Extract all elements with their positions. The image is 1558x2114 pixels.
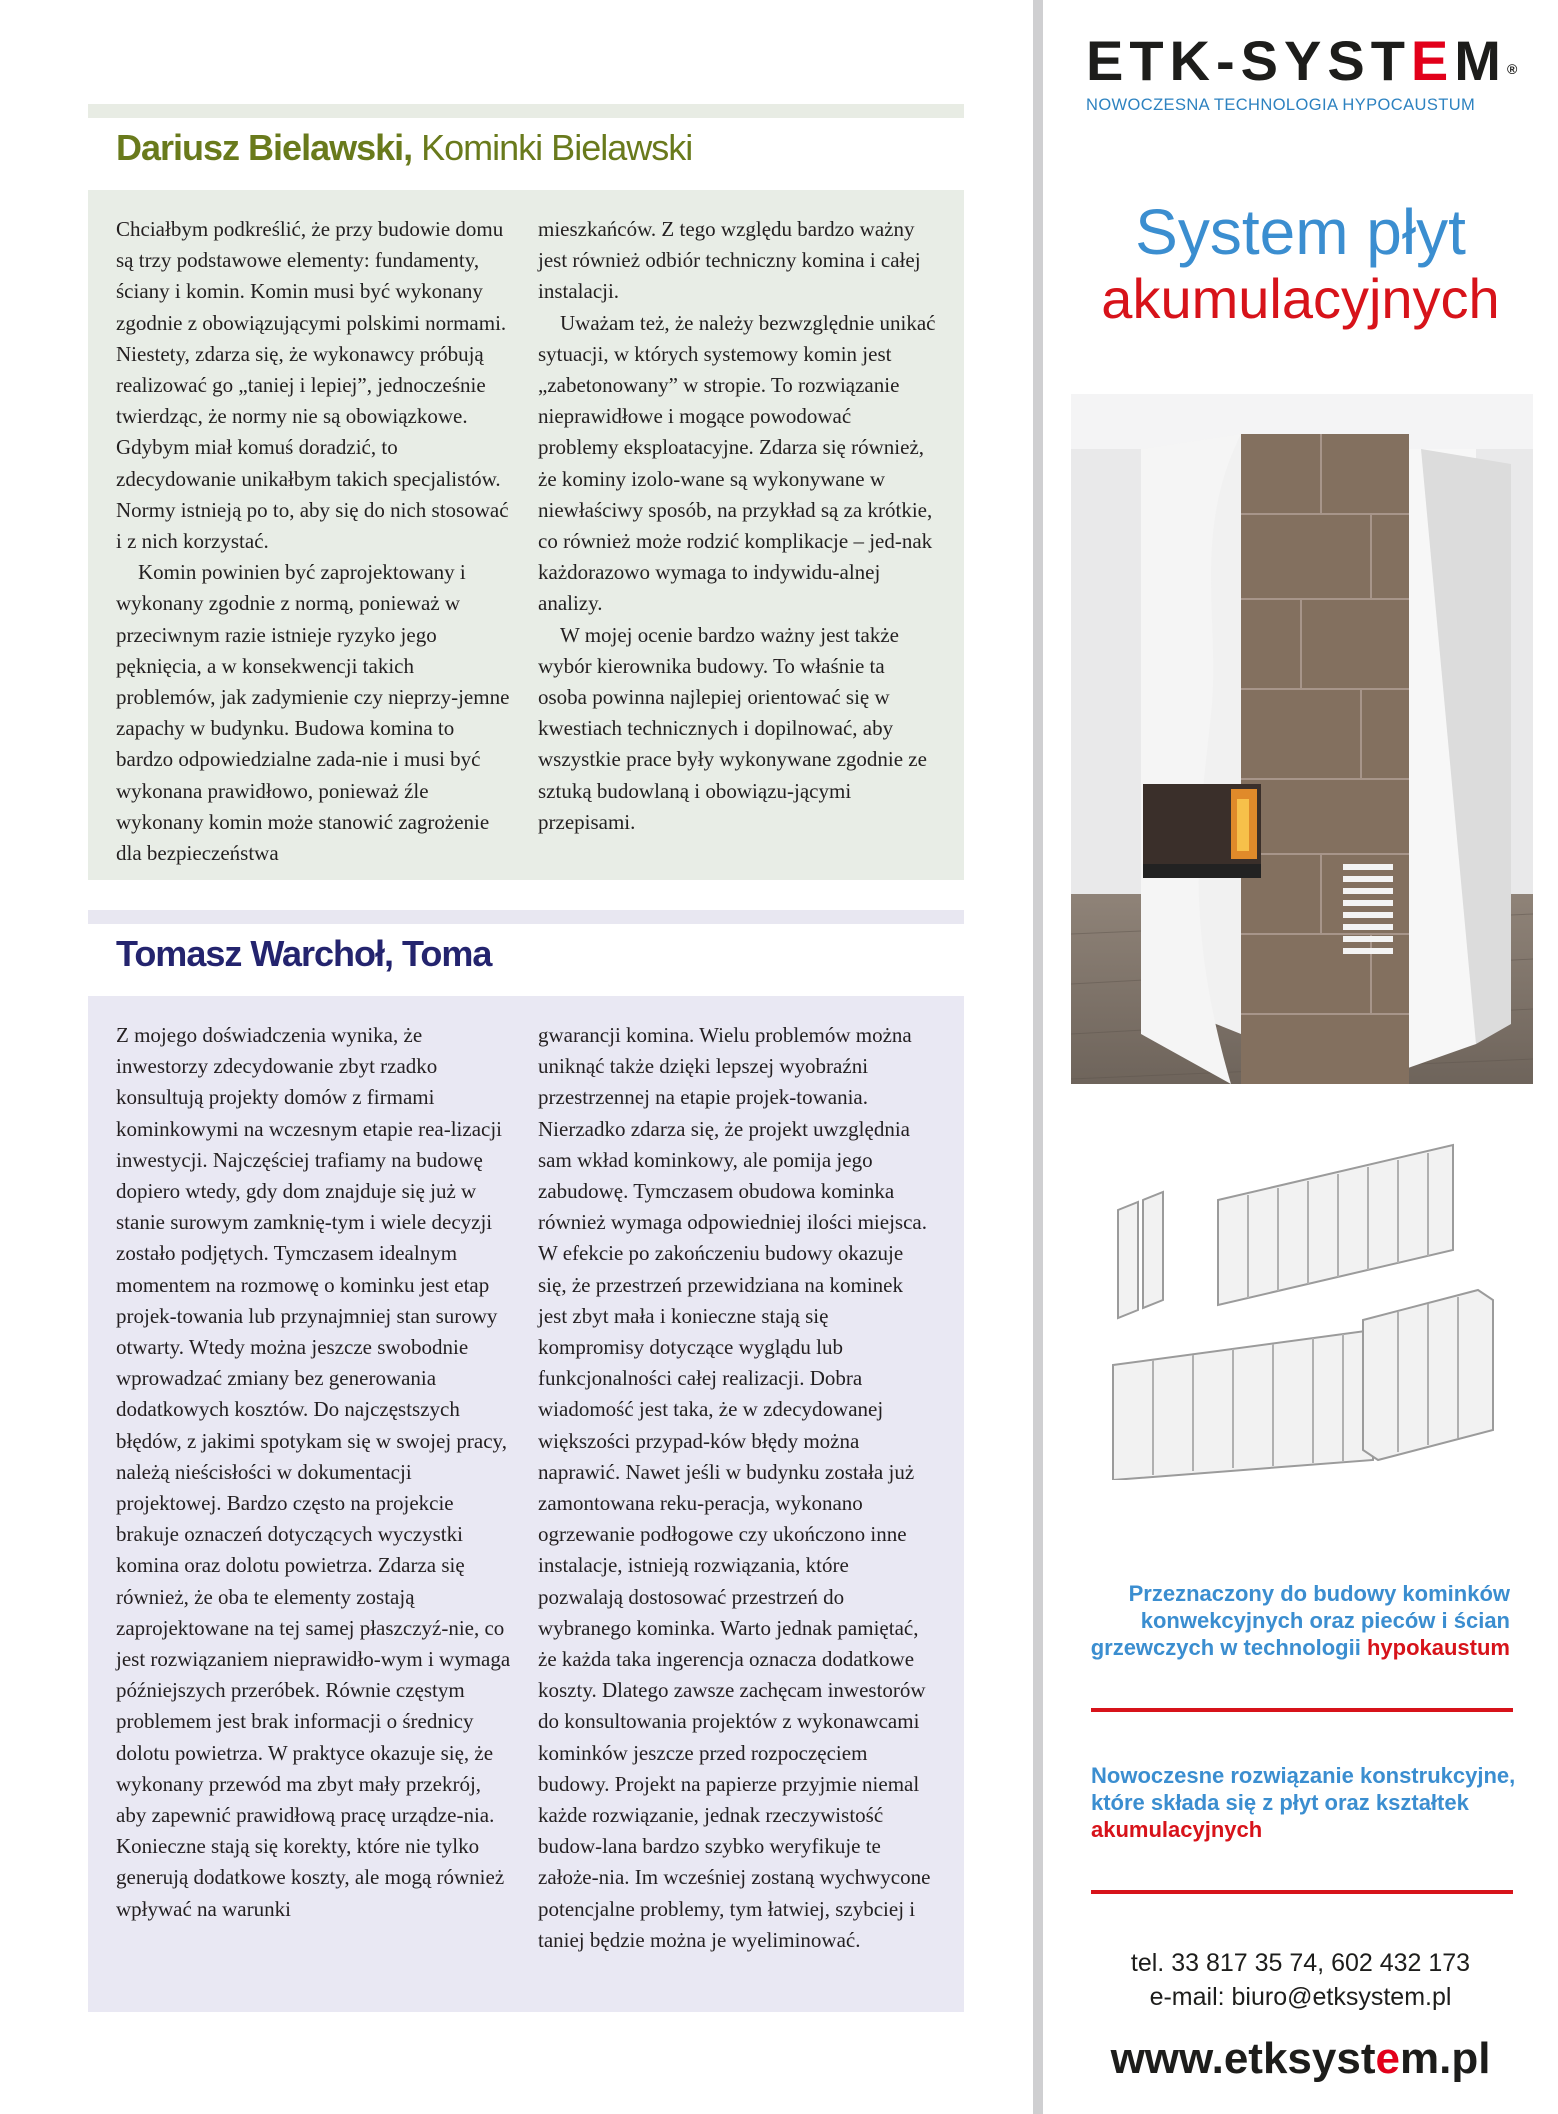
company-name: Toma <box>393 933 492 974</box>
company-name: Kominki Bielawski <box>412 127 693 168</box>
section-top-bar <box>88 910 964 924</box>
red-rule <box>1091 1708 1513 1712</box>
article-body <box>88 996 964 2012</box>
etk-system-advertisement <box>1043 0 1558 2114</box>
paragraph: Komin powinien być zaprojektowany i wykonany zgodnie z normą, ponieważ w przeciwnym razie istnieje ryzyko jego pęknięcia, a w konsekwencji takich problemów, jak zadymienie czy nieprzy-jemne zapachy w budynku. Budowa komina to bardzo odpowiedzialne zada-nie i musi być wykonana prawidłowo, ponieważ źle wykonany komin może stanowić zagrożenie dla bezpieczeństwa <box>116 560 510 866</box>
phone-number: tel. 33 817 35 74, 602 432 173 <box>1130 1949 1471 1977</box>
article-heading <box>88 924 964 984</box>
article-warchol <box>88 910 964 2012</box>
logo-tagline: NOWOCZESNA TECHNOLOGIA HYPOCAUSTUM <box>1086 96 1476 114</box>
section-top-bar <box>88 104 964 118</box>
etk-system-logo: ETK-SYSTEM® <box>1086 29 1518 92</box>
paragraph: Z mojego doświadczenia wynika, że inwestorzy zdecydowanie zbyt rzadko konsultują projekty domów z firmami kominkowymi na wczesnym etapie rea-lizacji inwestycji. Najczęściej trafiamy na budowę dopiero wtedy, gdy dom znajduje się już w stanie surowym zamknię-tym i wiele decyzji zostało podjętych. Tymczasem idealnym momentem na rozmowę o kominku jest etap projek-towania lub przynajmniej stan surowy otwarty. Wtedy można jeszcze swobodnie wprowadzać zmiany bez generowania dodatkowych kosztów. Do najczęstszych błędów, z jakimi spotykam się w swojej pracy, należą nieścisłości w dokumentacji projektowej. Bardzo często na projekcie brakuje oznaczeń dotyczących wyczystki komina oraz dolotu powietrza. Zdarza się również, że oba te elementy zostają zaprojektowane na tej samej płaszczyź-nie, co jest rozwiązaniem nieprawidło-wym i wymaga późniejszych przeróbek. Równie częstym problemem jest brak informacji o średnicy dolotu powietrza. W praktyce okazuje się, że wykonany przewód ma zbyt mały przekrój, aby zapewnić prawidłową pracę urządze-nia. Konieczne stają się korekty, które nie tylko generują dodatkowe koszty, ale mogą również wpływać na warunki <box>116 1023 511 1921</box>
article-column-left <box>116 214 514 869</box>
paragraph: gwarancji komina. Wielu problemów można uniknąć także dzięki lepszej wyobraźni przestrzennej na etapie projek-towania. Nierzadko zdarza się, że projekt uwzględnia sam wkład kominkowy, ale pomija jego zabudowę. Tymczasem obudowa kominka również wymaga odpowiedniej ilości miejsca. W efekcie po zakończeniu budowy okazuje się, że przestrzeń przewidziana na kominek jest zbyt mała i konieczne stają się kompromisy dotyczące wyglądu lub funkcjonalności całej realizacji. Dobra wiadomość jest taka, że w zdecydowanej większości przypad-ków błędy można naprawić. Nawet jeśli w budynku została już zamontowana reku-peracja, wykonano ogrzewanie podłogowe czy ukończono inne instalacje, istnieją rozwiązania, które pozwalają dostosować przestrzeń do wybranego kominka. Warto jednak pamiętać, że każda taka ingerencja oznacza dodatkowe koszty. Dlatego zawsze zachęcam inwestorów do konsultowania projektów z wykonawcami kominków jeszcze przed rozpoczęciem budowy. Projekt na papierze przyjmie niemal każde rozwiązanie, jednak rzeczywistość budow-lana bardzo szybko weryfikuje te założe-nia. Im wcześniej zostaną wychwycone potencjalne problemy, tym łatwiej, szybciej i taniej będzie można je wyeliminować. <box>538 1023 931 1952</box>
ad-title-line1: System płyt <box>1135 196 1466 268</box>
ad-title-line2: akumulacyjnych <box>1101 267 1500 330</box>
paragraph: mieszkańców. Z tego względu bardzo ważny jest również odbiór techniczny komina i całej instalacji. <box>538 217 921 304</box>
article-column-right <box>538 1020 936 1956</box>
feature-text-2: Nowoczesne rozwiązanie konstrukcyjne, które składa się z płyt oraz kształtek akumulacyjnych <box>1091 1763 1516 1842</box>
red-rule <box>1091 1890 1513 1894</box>
website-url[interactable]: www.etksystem.pl <box>1110 2034 1491 2083</box>
article-bielawski <box>88 104 964 880</box>
fireplace-render-image <box>1071 394 1533 1084</box>
feature-text-1: Przeznaczony do budowy kominków konwekcyjnych oraz pieców i ścian grzewczych w technologii hypokaustum <box>1090 1581 1510 1660</box>
author-name: Tomasz Warchoł, <box>116 933 394 974</box>
article-heading <box>88 118 964 178</box>
article-column-right <box>538 214 936 869</box>
accumulation-panels-image <box>1083 1140 1523 1480</box>
article-body <box>88 190 964 880</box>
email-address: e-mail: biuro@etksystem.pl <box>1149 1983 1452 2011</box>
article-column-left <box>116 1020 514 1956</box>
paragraph: Chciałbym podkreślić, że przy budowie domu są trzy podstawowe elementy: fundamenty, ściany i komin. Komin musi być wykonany zgodnie z obowiązującymi polskimi normami. Niestety, zdarza się, że wykonawcy próbują realizować go „taniej i lepiej”, jednocześnie twierdząc, że normy nie są obowiązkowe. Gdybym miał komuś doradzić, to zdecydowanie unikałbym takich specjalistów. Normy istnieją po to, aby się do nich stosować i z nich korzystać. <box>116 217 509 554</box>
paragraph: Uważam też, że należy bezwzględnie unikać sytuacji, w których systemowy komin jest „zabetonowany” w stropie. To rozwiązanie nieprawidłowe i mogące powodować problemy eksploatacyjne. Zdarza się również, że kominy izolo-wane są wykonywane w niewłaściwy sposób, na przykład są za krótkie, co również może rodzić komplikacje – jed-nak każdorazowo wymaga to indywidu-alnej analizy. <box>538 310 936 616</box>
column-divider <box>1033 0 1043 2114</box>
author-name: Dariusz Bielawski, <box>116 127 413 168</box>
paragraph: W mojej ocenie bardzo ważny jest także wybór kierownika budowy. To właśnie ta osoba powinna najlepiej orientować się w kwestiach technicznych i dopilnować, aby wszystkie prace były wykonywane zgodnie ze sztuką budowlaną i obowiązu-jącymi przepisami. <box>538 622 927 834</box>
